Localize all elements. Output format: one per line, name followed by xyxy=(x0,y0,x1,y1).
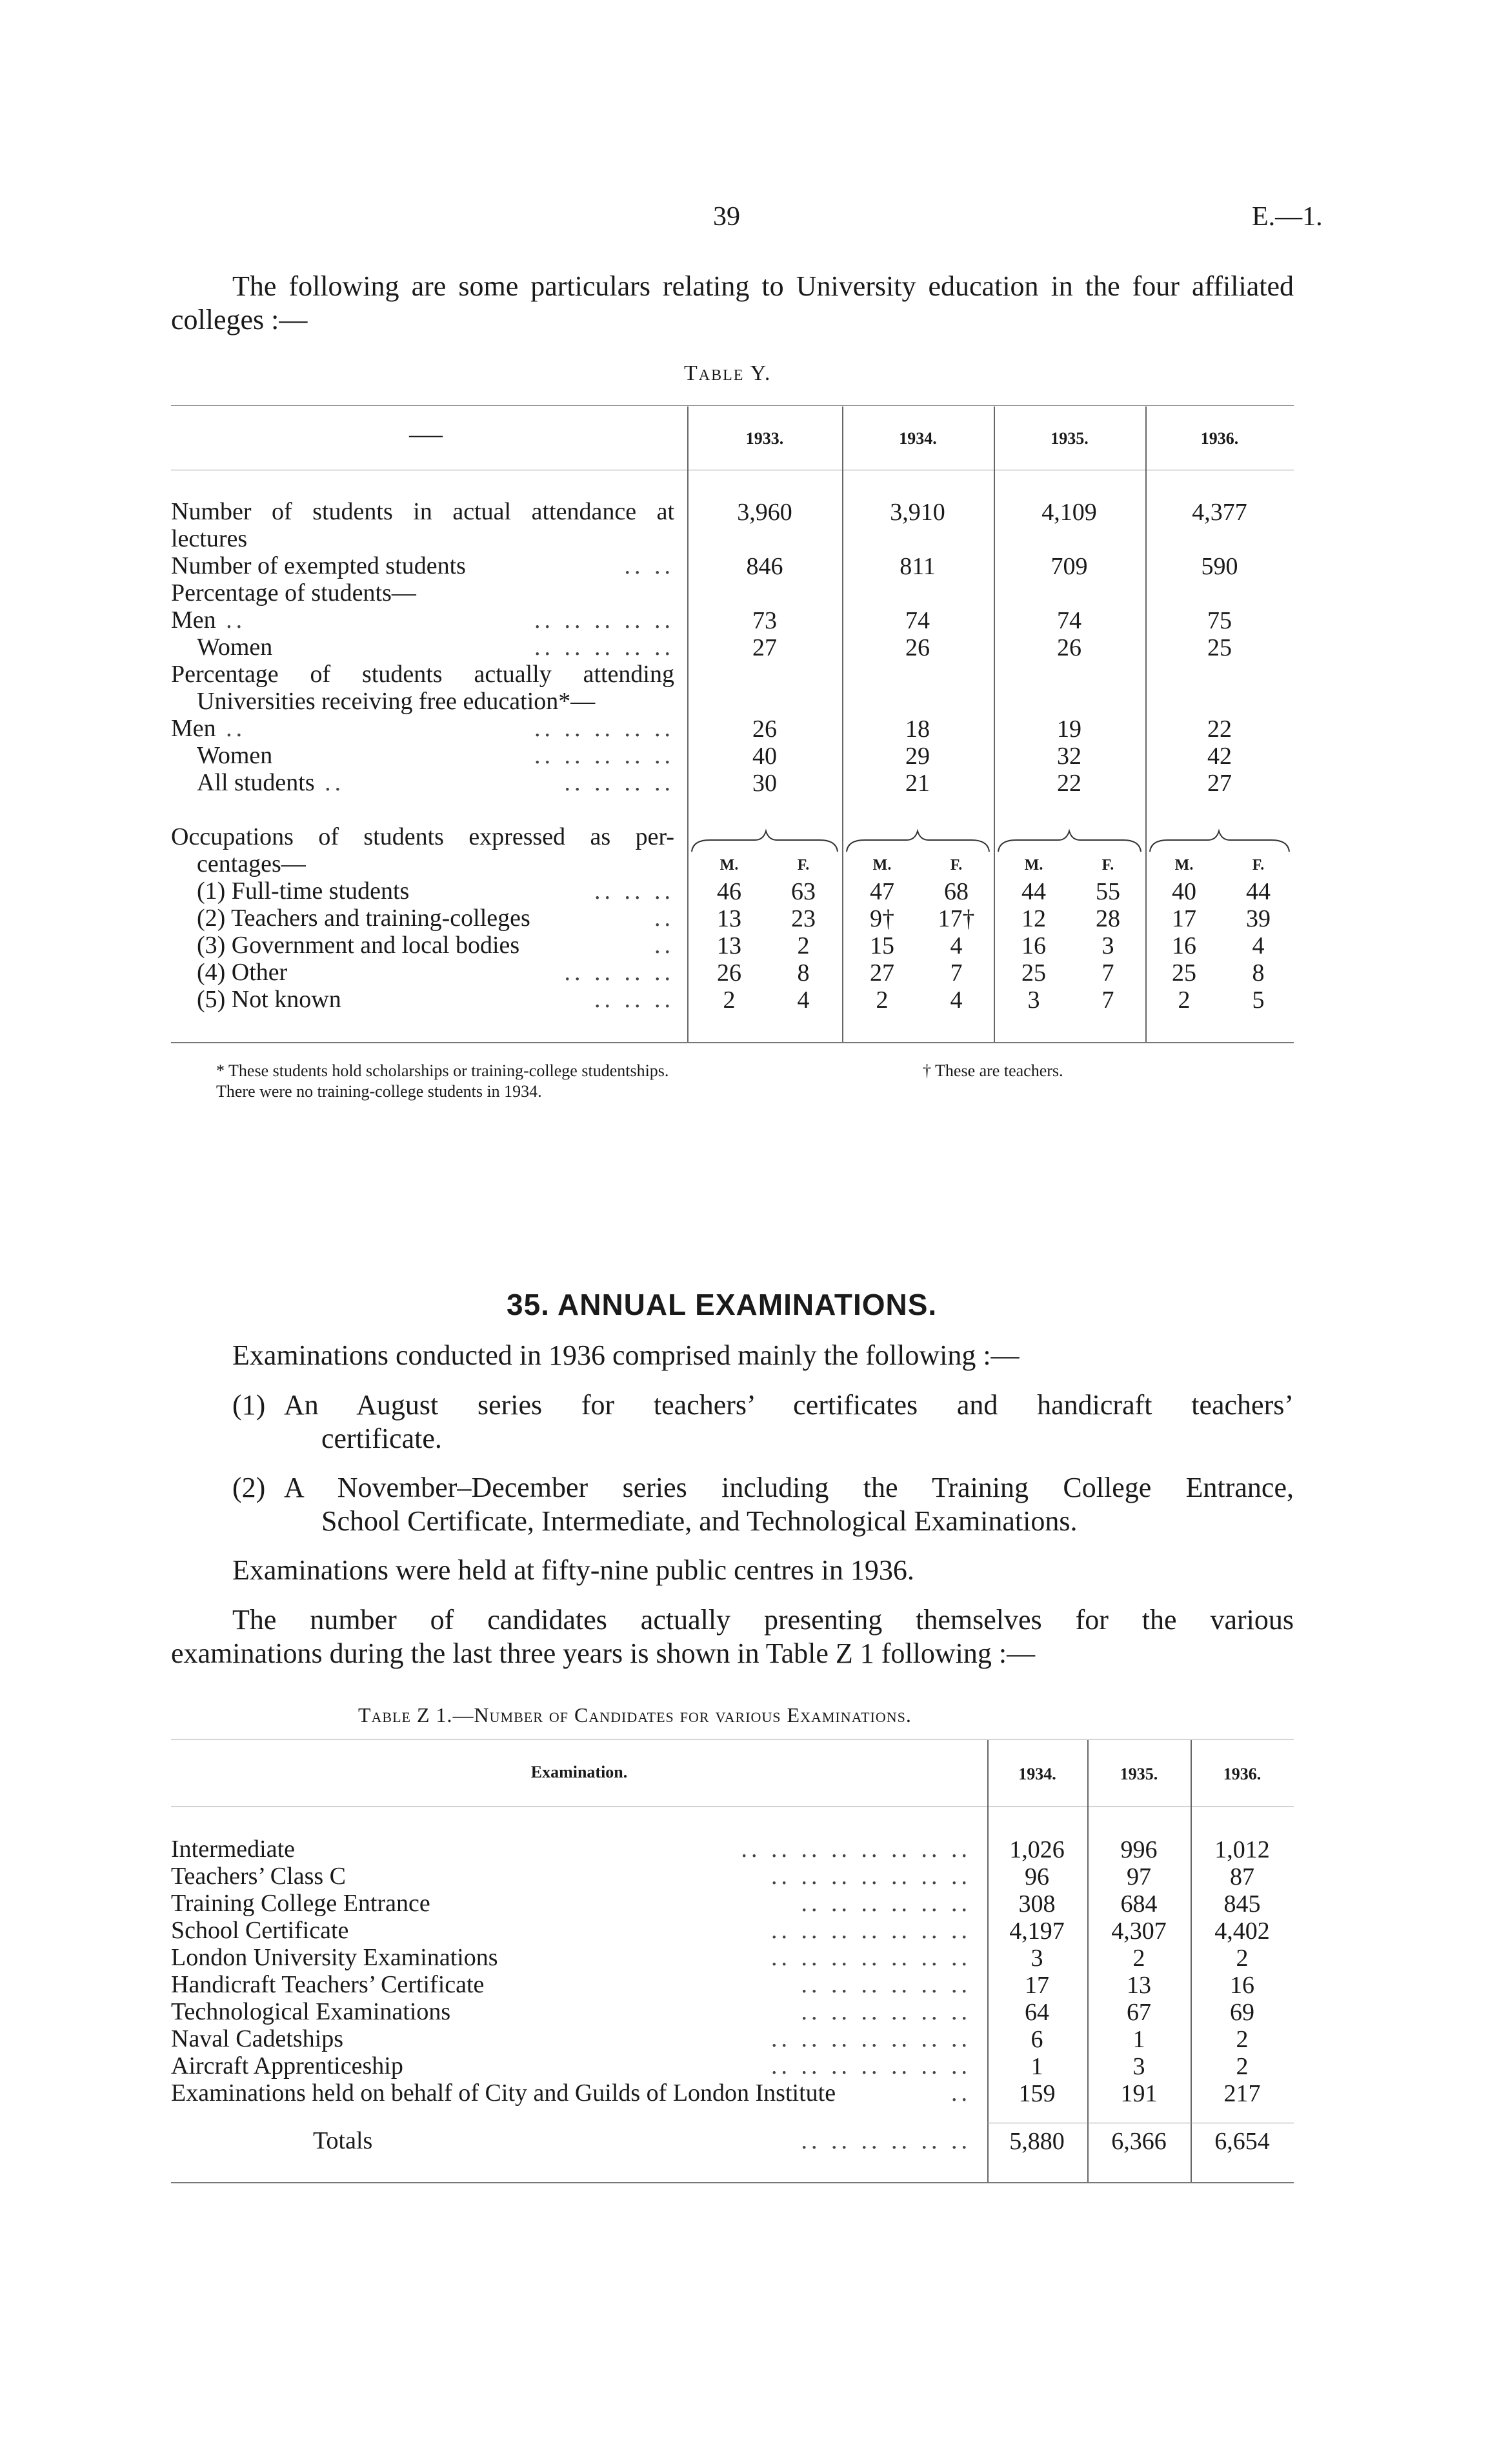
exam-value: 2 xyxy=(1132,1945,1145,1972)
table-y-free-men-value: 18 xyxy=(905,716,930,743)
table-y-free-women-value: 42 xyxy=(1207,743,1232,770)
exam-value: 2 xyxy=(1236,2026,1249,2053)
table-z1-totals-label: Totals .. .. .. .. .. .. xyxy=(313,2127,971,2154)
table-z1-vline-3 xyxy=(1191,1740,1192,2182)
occupation-label-text: (2) Teachers and training-colleges xyxy=(197,905,530,932)
exam-value: 191 xyxy=(1120,2080,1158,2107)
table-y-vline-2 xyxy=(842,406,843,1042)
exam-value: 64 xyxy=(1025,1999,1049,2026)
exam-row-label: Training College Entrance .. .. .. .. .. .. xyxy=(171,1890,971,1917)
occupation-value: 2 xyxy=(723,987,736,1014)
occupation-value: 4 xyxy=(950,932,963,959)
exam-value: 97 xyxy=(1127,1863,1151,1890)
exam-label-text: London University Examinations xyxy=(171,1944,498,1971)
occupation-value: 16 xyxy=(1021,932,1046,959)
occupation-value: 7 xyxy=(1101,987,1114,1014)
occupation-row-label: (5) Not known .. .. .. xyxy=(197,986,674,1013)
footnote-teachers: † These are teachers. xyxy=(923,1061,1063,1080)
table-y-exempted-value: 846 xyxy=(746,553,783,580)
exam-value: 2 xyxy=(1236,1945,1249,1972)
male-column-header: M. xyxy=(1174,857,1194,874)
occupation-label-text: (5) Not known xyxy=(197,986,341,1013)
occupation-value: 17 xyxy=(1172,905,1196,932)
table-y-vline-4 xyxy=(1145,406,1147,1042)
table-y-exempted-value: 709 xyxy=(1051,553,1088,580)
occupation-value: 68 xyxy=(944,878,969,905)
intro-paragraph: The following are some particulars relating to University education in the four affiliated colleges :— xyxy=(171,270,1294,336)
exam-row-label: London University Examinations .. .. .. .. .. .. .. xyxy=(171,1944,971,1971)
exam-value: 845 xyxy=(1223,1890,1261,1918)
exam-value: 3 xyxy=(1132,2053,1145,2080)
table-y-pct-women-value: 26 xyxy=(1057,634,1081,661)
occupation-value: 9† xyxy=(870,905,894,932)
occupation-value: 15 xyxy=(870,932,894,959)
exam-value: 159 xyxy=(1018,2080,1056,2107)
table-y-free-men-value: 26 xyxy=(752,716,777,743)
table-y-pct-men-value: 73 xyxy=(752,607,777,634)
table-y-free-men-value: 22 xyxy=(1207,716,1232,743)
table-y-pct-men-value: 74 xyxy=(905,607,930,634)
exam-value: 4,197 xyxy=(1009,1918,1065,1945)
occupation-value: 4 xyxy=(950,987,963,1014)
occupation-value: 55 xyxy=(1096,878,1120,905)
exam-value: 4,307 xyxy=(1111,1918,1167,1945)
table-y-pct-men-value: 75 xyxy=(1207,607,1232,634)
table-y-year-1936: 1936. xyxy=(1200,429,1239,448)
table-y-free-all-value: 30 xyxy=(752,770,777,797)
occupation-value: 23 xyxy=(791,905,816,932)
occupation-value: 44 xyxy=(1246,878,1271,905)
table-y-pct-men-value: 74 xyxy=(1057,607,1081,634)
occupation-value: 40 xyxy=(1172,878,1196,905)
exam-value: 17 xyxy=(1025,1972,1049,1999)
occupation-label-text: (4) Other xyxy=(197,959,288,986)
female-column-header: F. xyxy=(1252,857,1265,874)
table-y-year-1935: 1935. xyxy=(1051,429,1089,448)
exam-row-label: Aircraft Apprenticeship .. .. .. .. .. .. .. xyxy=(171,2052,971,2079)
brace-1933 xyxy=(692,831,838,852)
exam-row-label: Examinations held on behalf of City and Guilds of London Institute .. xyxy=(171,2079,971,2107)
occupation-value: 3 xyxy=(1101,932,1114,959)
table-z1-col-exam: Examination. xyxy=(530,1763,628,1781)
footnote-no-training: There were no training-college students in 1934. xyxy=(216,1082,542,1101)
exam-label-text: School Certificate xyxy=(171,1917,349,1944)
exam-value: 3 xyxy=(1031,1945,1043,1972)
exam-label-text: Handicraft Teachers’ Certificate xyxy=(171,1971,485,1998)
exam-row-label: Naval Cadetships .. .. .. .. .. .. .. xyxy=(171,2025,971,2052)
occupation-row-label: (3) Government and local bodies .. xyxy=(197,932,674,959)
pct-heading: Percentage of students— xyxy=(171,579,416,606)
male-column-header: M. xyxy=(1024,857,1043,874)
exam-label-text: Naval Cadetships xyxy=(171,2025,344,2052)
exam-value: 2 xyxy=(1236,2053,1249,2080)
occupation-row-label: (4) Other .. .. .. .. xyxy=(197,959,674,986)
exam-value: 96 xyxy=(1025,1863,1049,1890)
table-y-exempted-value: 811 xyxy=(900,553,936,580)
table-y-year-1934: 1934. xyxy=(899,429,937,448)
occupation-value: 26 xyxy=(717,959,741,987)
occupation-value: 7 xyxy=(950,959,963,987)
occupation-value: 47 xyxy=(870,878,894,905)
table-y-pct-women-value: 25 xyxy=(1207,634,1232,661)
exam-label-text: Training College Entrance xyxy=(171,1890,430,1917)
footnote-scholarships: * These students hold scholarships or training-college studentships. xyxy=(216,1061,669,1080)
exam-value: 1,026 xyxy=(1009,1836,1065,1863)
exam-row-label: School Certificate .. .. .. .. .. .. .. xyxy=(171,1917,971,1944)
table-y-vline-3 xyxy=(994,406,995,1042)
occupation-value: 13 xyxy=(717,905,741,932)
male-column-header: M. xyxy=(872,857,892,874)
occupation-row-label: (2) Teachers and training-colleges .. xyxy=(197,905,674,932)
table-y-free-men-value: 19 xyxy=(1057,716,1081,743)
exam-row-label: Handicraft Teachers’ Certificate .. .. .. .. .. .. xyxy=(171,1971,971,1998)
exam-value: 13 xyxy=(1127,1972,1151,1999)
table-y-year-1933: 1933. xyxy=(745,429,784,448)
occupation-label-text: (1) Full-time students xyxy=(197,877,410,905)
row-free-men-label: Men .. .. .. .. .. .. xyxy=(171,715,674,742)
item-2-line-2: School Certificate, Intermediate, and Technological Examinations. xyxy=(321,1505,1078,1537)
table-z1-year-1935: 1935. xyxy=(1120,1765,1158,1783)
brace-1935 xyxy=(998,831,1141,852)
table-y-free-all-value: 27 xyxy=(1207,770,1232,797)
occupation-value: 2 xyxy=(876,987,889,1014)
exam-total-value: 6,654 xyxy=(1214,2128,1270,2155)
table-y-top-rule xyxy=(171,405,1294,406)
section-p1: Examinations conducted in 1936 comprised mainly the following :— xyxy=(232,1339,1020,1371)
table-z1-vline-2 xyxy=(1087,1740,1089,2182)
exam-label-text: Examinations held on behalf of City and Guilds of London Institute xyxy=(171,2079,836,2107)
section-p2: Examinations were held at fifty-nine public centres in 1936. xyxy=(232,1554,914,1586)
occupation-value: 16 xyxy=(1172,932,1196,959)
female-column-header: F. xyxy=(1101,857,1114,874)
table-y-dash-header: —— xyxy=(409,426,443,445)
male-column-header: M. xyxy=(719,857,739,874)
table-y-exempted-value: 590 xyxy=(1201,553,1238,580)
table-z1-title: Table Z 1.—Number of Candidates for various Examinations. xyxy=(358,1703,912,1727)
occupation-value: 4 xyxy=(797,987,810,1014)
exam-value: 16 xyxy=(1230,1972,1254,1999)
item-2-number: (2) xyxy=(232,1472,266,1503)
exam-label-text: Intermediate xyxy=(171,1836,296,1863)
occupation-value: 12 xyxy=(1021,905,1046,932)
table-z1-year-1936: 1936. xyxy=(1223,1765,1262,1783)
item-2-line-1: A November–December series including the Training College Entrance, xyxy=(284,1472,1294,1503)
female-column-header: F. xyxy=(797,857,810,874)
exam-value: 1,012 xyxy=(1214,1836,1270,1863)
exam-row-label: Teachers’ Class C .. .. .. .. .. .. .. xyxy=(171,1863,971,1890)
table-y-attendance-value: 3,960 xyxy=(737,499,792,526)
occupation-value: 8 xyxy=(797,959,810,987)
table-y-free-women-value: 29 xyxy=(905,743,930,770)
exam-row-label: Intermediate .. .. .. .. .. .. .. .. xyxy=(171,1836,971,1863)
exam-value: 996 xyxy=(1120,1836,1158,1863)
occupation-value: 3 xyxy=(1027,987,1040,1014)
section-p3-line-1: The number of candidates actually presenting themselves for the various xyxy=(232,1604,1294,1636)
occupation-value: 2 xyxy=(1178,987,1191,1014)
item-1-line-2: certificate. xyxy=(321,1423,442,1454)
item-1-line-1: An August series for teachers’ certificates and handicraft teachers’ xyxy=(284,1389,1294,1421)
occ-heading: Occupations of students expressed as per- centages— xyxy=(171,823,674,877)
female-column-header: F. xyxy=(950,857,963,874)
occupation-value: 63 xyxy=(791,878,816,905)
brace-1936 xyxy=(1150,831,1289,852)
table-y-attendance-value: 4,377 xyxy=(1192,499,1247,526)
exam-total-value: 5,880 xyxy=(1009,2128,1065,2155)
exam-label-text: Teachers’ Class C xyxy=(171,1863,346,1890)
exam-row-label: Technological Examinations .. .. .. .. .. .. xyxy=(171,1998,971,2025)
occupation-label-text: (3) Government and local bodies xyxy=(197,932,520,959)
row-pct-men-label: Men .. .. .. .. .. .. xyxy=(171,606,674,634)
exam-value: 67 xyxy=(1127,1999,1151,2026)
exam-total-value: 6,366 xyxy=(1111,2128,1167,2155)
exam-value: 308 xyxy=(1018,1890,1056,1918)
occupation-value: 28 xyxy=(1096,905,1120,932)
table-z1-bottom-rule xyxy=(171,2182,1294,2183)
occupation-value: 25 xyxy=(1021,959,1046,987)
row-attendance-label: Number of students in actual attendance at lectures xyxy=(171,498,674,552)
exam-value: 684 xyxy=(1120,1890,1158,1918)
occupation-value: 7 xyxy=(1101,959,1114,987)
occupation-value: 44 xyxy=(1021,878,1046,905)
item-1-number: (1) xyxy=(232,1389,266,1421)
table-y-free-all-value: 21 xyxy=(905,770,930,797)
table-y-attendance-value: 3,910 xyxy=(890,499,945,526)
exam-value: 217 xyxy=(1223,2080,1261,2107)
exam-value: 6 xyxy=(1031,2026,1043,2053)
exam-value: 4,402 xyxy=(1214,1918,1270,1945)
exam-value: 1 xyxy=(1031,2053,1043,2080)
table-y-free-all-value: 22 xyxy=(1057,770,1081,797)
page-ref: E.—1. xyxy=(1252,202,1323,232)
occupation-value: 4 xyxy=(1252,932,1265,959)
exam-label-text: Technological Examinations xyxy=(171,1998,451,2025)
row-exempted-label: Number of exempted students .. .. xyxy=(171,552,674,579)
table-y-attendance-value: 4,109 xyxy=(1041,499,1097,526)
occupation-value: 25 xyxy=(1172,959,1196,987)
occupation-value: 39 xyxy=(1246,905,1271,932)
brace-1934 xyxy=(847,831,989,852)
exam-value: 1 xyxy=(1132,2026,1145,2053)
occupation-value: 17† xyxy=(938,905,975,932)
occupation-value: 27 xyxy=(870,959,894,987)
table-y-bottom-rule xyxy=(171,1042,1294,1043)
exam-label-text: Aircraft Apprenticeship xyxy=(171,2052,403,2079)
table-y-pct-women-value: 27 xyxy=(752,634,777,661)
page-number: 39 xyxy=(713,202,740,232)
occupation-row-label: (1) Full-time students .. .. .. xyxy=(197,877,674,905)
row-pct-women-label: Women .. .. .. .. .. xyxy=(197,634,674,661)
table-y-vline-1 xyxy=(687,406,689,1042)
section-p3-line-2: examinations during the last three years is shown in Table Z 1 following :— xyxy=(171,1638,1036,1669)
table-y-free-women-value: 40 xyxy=(752,743,777,770)
table-y-free-women-value: 32 xyxy=(1057,743,1081,770)
table-y-pct-women-value: 26 xyxy=(905,634,930,661)
row-free-all-label: All students .. .. .. .. .. xyxy=(197,769,674,796)
section-heading: 35. ANNUAL EXAMINATIONS. xyxy=(507,1288,938,1321)
table-z1-year-1934: 1934. xyxy=(1018,1765,1056,1783)
occupation-value: 13 xyxy=(717,932,741,959)
row-free-women-label: Women .. .. .. .. .. xyxy=(197,742,674,769)
exam-value: 87 xyxy=(1230,1863,1254,1890)
occupation-value: 8 xyxy=(1252,959,1265,987)
free-heading: Percentage of students actually attending Universities receiving free education*— xyxy=(171,661,674,715)
occupation-value: 2 xyxy=(797,932,810,959)
exam-value: 69 xyxy=(1230,1999,1254,2026)
table-y-title: Table Y. xyxy=(684,361,772,385)
occupation-value: 46 xyxy=(717,878,741,905)
occupation-value: 5 xyxy=(1252,987,1265,1014)
